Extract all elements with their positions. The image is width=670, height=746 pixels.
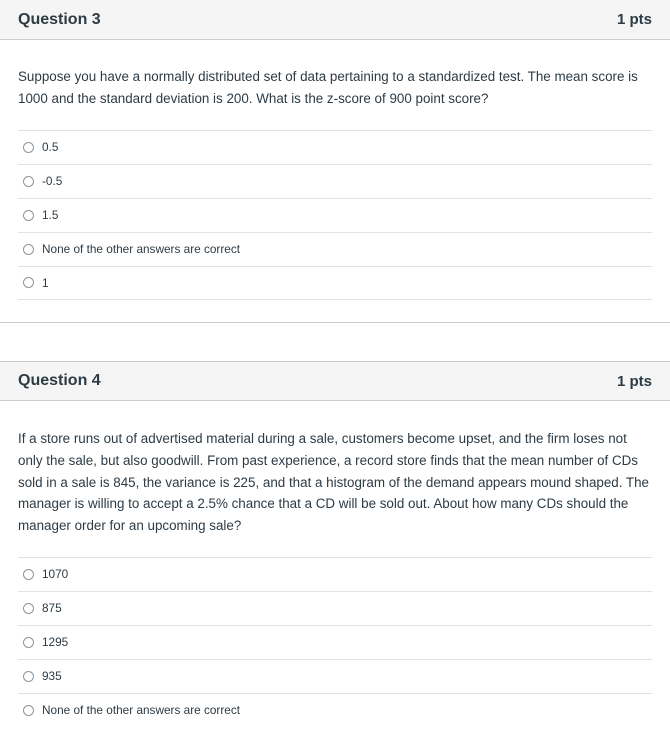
answer-list — [0, 557, 670, 727]
answer-label[interactable]: 1295 — [42, 635, 69, 650]
question-4 — [0, 361, 670, 727]
question-text: If a store runs out of advertised material during a sale, customers become upset, and the firm loses not only the sale, but also goodwill. From past experience, a record store finds that the mean number of CDs sold in a sale is 845, the variance is 225, and that a histogram of the demand appears mound shaped. The manager is willing to accept a 2.5% chance that a CD will be sold out. About how many CDs should the manager order for an upcoming sale? — [18, 431, 650, 534]
answer-label[interactable]: None of the other answers are correct — [42, 242, 241, 257]
answer-label[interactable]: 1.5 — [42, 208, 59, 223]
radio-button-icon[interactable] — [23, 569, 34, 580]
answer-option[interactable] — [18, 659, 652, 693]
question-points: 1 pts — [616, 372, 652, 390]
question-header — [0, 361, 670, 401]
answer-label[interactable]: 935 — [42, 669, 62, 684]
answer-label[interactable]: 0.5 — [42, 140, 59, 155]
answer-option[interactable] — [18, 591, 652, 625]
question-points: 1 pts — [616, 11, 652, 28]
answer-label[interactable]: 1070 — [42, 567, 69, 582]
answer-label[interactable]: None of the other answers are correct — [42, 703, 241, 718]
question-header — [0, 0, 670, 40]
answer-option[interactable] — [18, 625, 652, 659]
radio-button-icon[interactable] — [23, 705, 34, 716]
answer-label[interactable]: -0.5 — [42, 174, 63, 189]
question-3 — [0, 0, 670, 300]
answer-option[interactable] — [18, 266, 652, 300]
radio-button-icon[interactable] — [23, 210, 34, 221]
answer-option[interactable] — [18, 198, 652, 232]
radio-button-icon[interactable] — [23, 142, 34, 153]
answer-option[interactable] — [18, 693, 652, 727]
answer-option[interactable] — [18, 130, 652, 164]
radio-button-icon[interactable] — [23, 637, 34, 648]
radio-button-icon[interactable] — [23, 244, 34, 255]
answer-option[interactable] — [18, 164, 652, 198]
question-title: Question 4 — [18, 372, 101, 389]
radio-button-icon[interactable] — [23, 277, 34, 288]
answer-label[interactable]: 1 — [42, 275, 49, 290]
answer-option[interactable] — [18, 232, 652, 266]
radio-button-icon[interactable] — [23, 603, 34, 614]
answer-label[interactable]: 875 — [42, 601, 62, 616]
question-title: Question 3 — [18, 10, 101, 28]
answer-list — [0, 130, 670, 300]
radio-button-icon[interactable] — [23, 671, 34, 682]
answer-option[interactable] — [18, 557, 652, 591]
question-divider — [0, 322, 670, 323]
question-text: Suppose you have a normally distributed set of data pertaining to a standardized test. The mean score is 1000 and the standard deviation is 200. What is the z-score of 900 point score? — [18, 69, 638, 106]
radio-button-icon[interactable] — [23, 176, 34, 187]
